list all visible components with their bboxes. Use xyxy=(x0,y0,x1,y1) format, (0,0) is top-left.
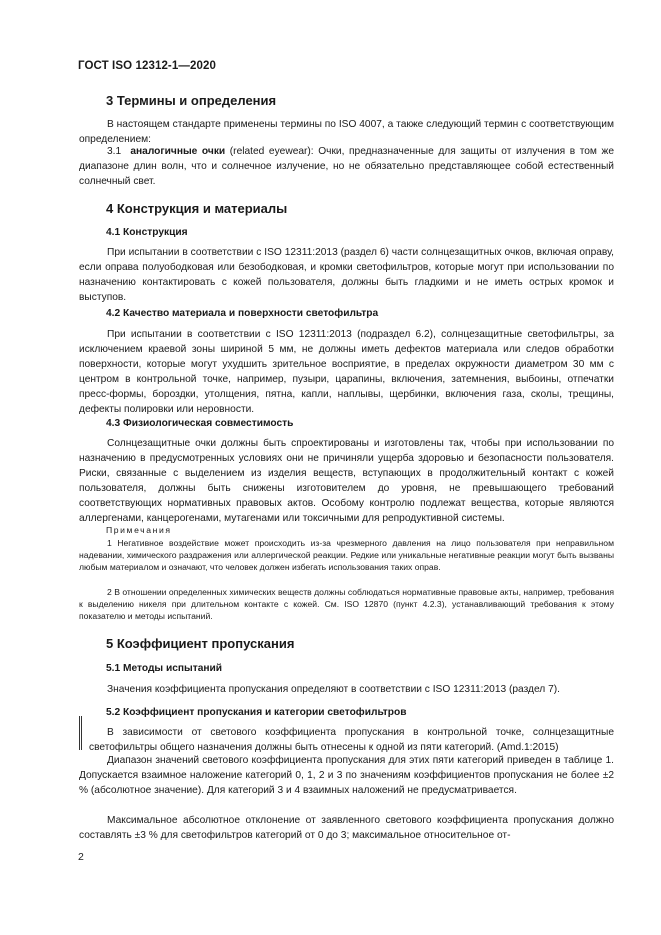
section-5-2-text-3: Максимальное абсолютное отклонение от заявленного светового коэффициента пропускания должно составлять ±3 % для светофильтров категорий от 0 до 3; максимальное относительное от- xyxy=(79,815,614,841)
section-3-title: 3 Термины и определения xyxy=(106,93,277,108)
section-5-1-text: Значения коэффициента пропускания определяют в соответствии с ISO 12311:2013 (раздел 7). xyxy=(107,684,560,695)
amendment-change-bar xyxy=(79,716,82,750)
term-definition: (related eyewear): Очки, предназначенные для защиты от излучения в том же диапазоне длин волн, что и солнечное излучение, но не обязательно представляющее собой естественный солнечный свет. xyxy=(79,146,614,187)
section-4-3-text: Солнцезащитные очки должны быть спроектированы и изготовлены так, чтобы при использовании по назначению в предусмотренных условиях они не причиняли ущерба здоровью и безопасности пользователя. Риски, связанные с выделением из изделия веществ, вступающих в продолжительный контакт с кожей пользователя, должны быть снижены изготовителем до уровня, не превышающего требований соответствующих нормативных правовых актов. Особому контролю подлежат вещества, которые являются аллергенами, канцерогенами, мутагенами или токсичными для репродуктивной системы. xyxy=(79,438,614,524)
section-4-2-text: При испытании в соответствии с ISO 12311:2013 (подраздел 6.2), солнцезащитные светофильтры, за исключением краевой зоны шириной 5 мм, не должны иметь дефектов материала или следов обработки поверхности, которые могут ухудшить зрительное восприятие, в пределах окружности диаметром 30 мм с центром в контрольной точке, например, пузыри, царапины, включения, затемнения, выбоины, отпечатки пресс-формы, бороздки, утолщения, пятна, капли, наплывы, щербинки, включения газа, сколы, трещины, дефекты полировки или неровности. xyxy=(79,329,614,415)
section-4-1-text: При испытании в соответствии с ISO 12311:2013 (раздел 6) части солнцезащитных очков, включая оправу, если оправа полуободковая или безободковая, и кромки светофильтров, которые могут при использовании по назначению контактировать с кожей пользователя, должны быть гладкими и не иметь острых кромок и выступов. xyxy=(79,247,614,303)
section-5-2-text-2: Диапазон значений светового коэффициента пропускания для этих пяти категорий приведен в таблице 1. Допускается взаимное наложение категорий 0, 1, 2 и 3 по значениям коэффициентов пропускания не более ±2 % (абсолютное значение). Для категорий 3 и 4 взаимных наложений не предусматривается. xyxy=(79,755,614,796)
section-4-title: 4 Конструкция и материалы xyxy=(106,201,288,216)
section-5-title: 5 Коэффициент пропускания xyxy=(106,636,295,651)
page-number: 2 xyxy=(78,851,84,863)
section-5-2-text-1: В зависимости от светового коэффициента пропускания в контрольной точке, солнцезащитные светофильтры общего назначения должны быть отнесены к одной из пяти категорий. (Amd.1:2015) xyxy=(89,727,614,753)
note-1: 1 Негативное воздействие может происходить из-за чрезмерного давления на лицо пользователя при неправильном надевании, химического раздражения или аллергической реакции. Редкие или уникальные негативные реакции могут быть вызваны любым материалом и означают, что человек должен избегать использования таких оправ. xyxy=(79,538,614,572)
section-5-2-title: 5.2 Коэффициент пропускания и категории светофильтров xyxy=(106,707,407,718)
section-4-1-title: 4.1 Конструкция xyxy=(106,227,188,238)
section-4-2-title: 4.2 Качество материала и поверхности светофильтра xyxy=(106,308,379,319)
term-3-1 xyxy=(79,144,614,189)
section-5-1-title: 5.1 Методы испытаний xyxy=(106,663,223,674)
term-number: 3.1 xyxy=(107,146,122,157)
section-3-intro: В настоящем стандарте применены термины по ISO 4007, а также следующий термин с соответствующим определением: xyxy=(79,119,614,145)
term-name: аналогичные очки xyxy=(130,146,226,157)
notes-heading: Примечания xyxy=(106,525,172,535)
section-4-3-title: 4.3 Физиологическая совместимость xyxy=(106,418,294,429)
standard-header: ГОСТ ISO 12312-1—2020 xyxy=(78,60,216,72)
note-2: 2 В отношении определенных химических веществ должны соблюдаться нормативные правовые акты, например, требования к выделению никеля при длительном контакте с кожей. См. ISO 12870 (пункт 4.2.3), устанавливающий требования к этому показателю и методы испытаний. xyxy=(79,587,614,621)
